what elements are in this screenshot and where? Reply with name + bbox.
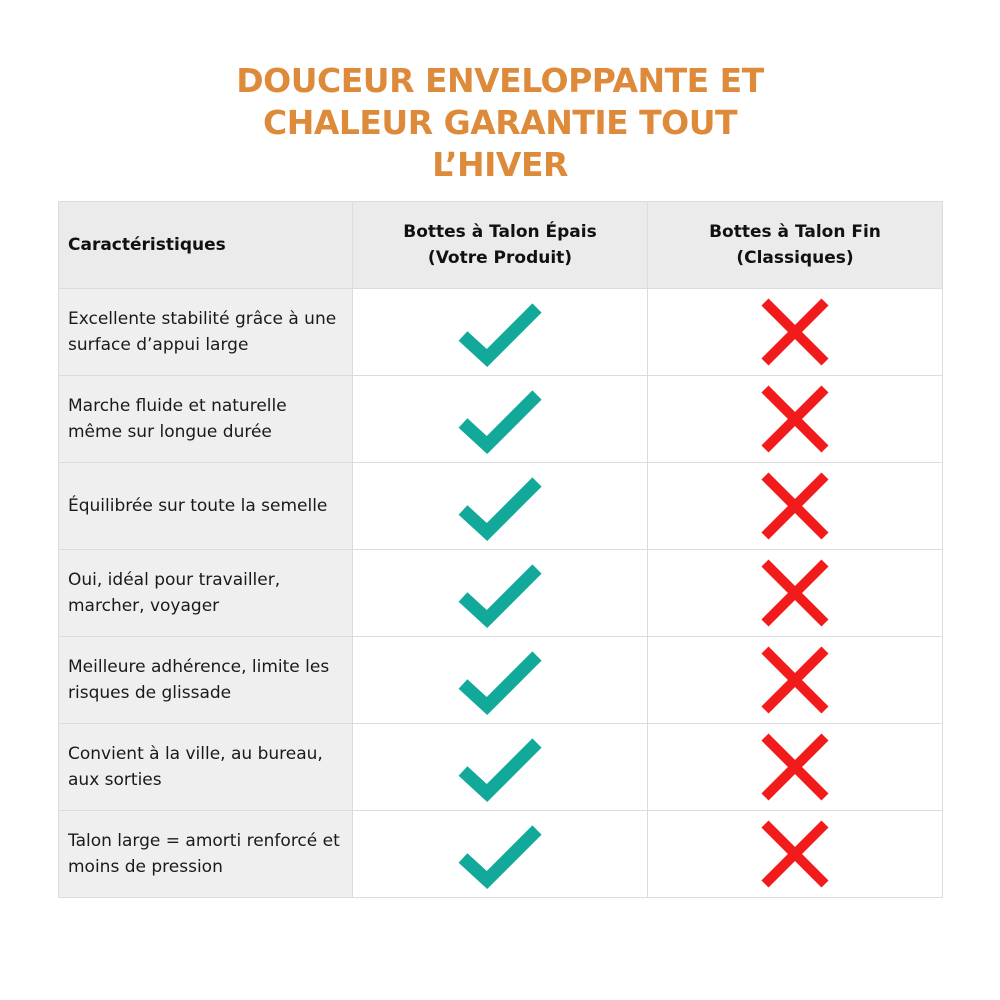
table-row	[59, 811, 943, 898]
header-product: Bottes à Talon Épais (Votre Produit)	[353, 202, 648, 289]
title-line: CHALEUR GARANTIE TOUT	[262, 103, 738, 142]
table-row	[59, 724, 943, 811]
cross-icon	[648, 643, 942, 717]
comparison-table	[58, 201, 943, 898]
check-icon	[353, 557, 647, 629]
table-row	[59, 550, 943, 637]
title-line: DOUCEUR ENVELOPPANTE ET	[236, 61, 764, 100]
table-header-row	[59, 202, 943, 289]
title-line: L’HIVER	[432, 145, 568, 184]
row-product-mark	[353, 637, 648, 724]
row-feature: Oui, idéal pour travailler, marcher, voyager	[59, 550, 353, 637]
page-title	[0, 60, 1000, 186]
row-feature: Convient à la ville, au bureau, aux sorties	[59, 724, 353, 811]
row-feature: Marche fluide et naturelle même sur longue durée	[59, 376, 353, 463]
cross-icon	[648, 556, 942, 630]
header-features: Caractéristiques	[59, 202, 353, 289]
row-classic-mark	[648, 811, 943, 898]
table-row	[59, 289, 943, 376]
row-product-mark	[353, 463, 648, 550]
check-icon	[353, 296, 647, 368]
row-feature: Talon large = amorti renforcé et moins de pression	[59, 811, 353, 898]
row-feature: Excellente stabilité grâce à une surface d’appui large	[59, 289, 353, 376]
row-classic-mark	[648, 463, 943, 550]
table-row	[59, 637, 943, 724]
check-icon	[353, 731, 647, 803]
cross-icon	[648, 382, 942, 456]
cross-icon	[648, 817, 942, 891]
check-icon	[353, 644, 647, 716]
row-classic-mark	[648, 289, 943, 376]
row-product-mark	[353, 811, 648, 898]
table-row	[59, 376, 943, 463]
table-body	[59, 289, 943, 898]
table-row	[59, 463, 943, 550]
cross-icon	[648, 730, 942, 804]
row-classic-mark	[648, 724, 943, 811]
row-product-mark	[353, 376, 648, 463]
cross-icon	[648, 295, 942, 369]
row-classic-mark	[648, 550, 943, 637]
header-classic: Bottes à Talon Fin (Classiques)	[648, 202, 943, 289]
check-icon	[353, 818, 647, 890]
row-product-mark	[353, 550, 648, 637]
cross-icon	[648, 469, 942, 543]
row-product-mark	[353, 289, 648, 376]
row-classic-mark	[648, 637, 943, 724]
row-classic-mark	[648, 376, 943, 463]
check-icon	[353, 470, 647, 542]
row-product-mark	[353, 724, 648, 811]
check-icon	[353, 383, 647, 455]
row-feature: Meilleure adhérence, limite les risques de glissade	[59, 637, 353, 724]
row-feature: Équilibrée sur toute la semelle	[59, 463, 353, 550]
